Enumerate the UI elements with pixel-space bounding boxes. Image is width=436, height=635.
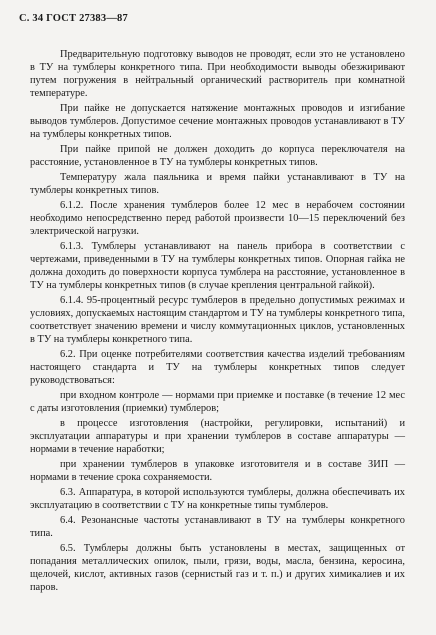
- paragraph: при хранении тумблеров в упаковке изготовителя и в составе ЗИП — нормами в течение срока сохраняемости.: [30, 459, 405, 484]
- paragraph: При пайке припой не должен доходить до корпуса переключателя на расстояние, установленное в ТУ на тумблеры конкретных типов.: [30, 143, 405, 168]
- paragraph: 6.1.4. 95-процентный ресурс тумблеров в предельно допустимых режимах и условиях, допускаемых настоящим стандартом и ТУ на тумблеры конкретного типа, соответствует значению времени и числу коммутационных циклов, установленных в ТУ на тумблеры конкретного типа.: [30, 295, 405, 345]
- paragraph: 6.1.2. После хранения тумблеров более 12 мес в нерабочем состоянии необходимо непосредственно перед работой произвести 10—15 переключений без электрической нагрузки.: [30, 200, 405, 237]
- paragraph: в процессе изготовления (настройки, регулировки, испытаний) и эксплуатации аппаратуры и при хранении тумблеров в составе аппаратуры — нормами в течение наработки;: [30, 418, 405, 455]
- document-body: [30, 49, 405, 597]
- paragraph: 6.3. Аппаратура, в которой используются тумблеры, должна обеспечивать их эксплуатацию в соответствии с ТУ на конкретные типы тумблеров.: [30, 487, 405, 512]
- page-header: С. 34 ГОСТ 27383—87: [19, 13, 128, 24]
- paragraph: При пайке не допускается натяжение монтажных проводов и изгибание выводов тумблеров. Допустимое сечение монтажных проводов устанавливают в ТУ на тумблеры конкретных типов.: [30, 102, 405, 140]
- paragraph: при входном контроле — нормами при приемке и поставке (в течение 12 мес с даты изготовления (приемки) тумблеров;: [30, 390, 405, 414]
- paragraph: Температуру жала паяльника и время пайки устанавливают в ТУ на тумблеры конкретных типов.: [30, 172, 405, 196]
- paragraph: 6.5. Тумблеры должны быть установлены в местах, защищенных от попадания металлических опилок, пыли, грязи, воды, масла, бензина, керосина, щелочей, кислот, активных газов (сернистый газ и т. п.) и других химикалиев и их паров.: [30, 543, 405, 594]
- paragraph: 6.1.3. Тумблеры устанавливают на панель прибора в соответствии с чертежами, приведенными в ТУ на тумблеры конкретных типов. Опорная гайка не должна доходить до поверхности корпуса тумблера на расстояние, установленное в ТУ на тумблеры конкретных типов (в случае крепления центральной гайкой).: [30, 241, 405, 291]
- paragraph: Предварительную подготовку выводов не проводят, если это не установлено в ТУ на тумблеры конкретного типа. При необходимости выводы обезжиривают путем погружения в нейтральный органический растворитель при комнатной температуре.: [30, 49, 405, 99]
- paragraph: 6.2. При оценке потребителями соответствия качества изделий требованиям настоящего стандарта и ТУ на тумблеры конкретных типов следует руководствоваться:: [30, 349, 405, 386]
- paragraph: 6.4. Резонансные частоты устанавливают в ТУ на тумблеры конкретного типа.: [30, 515, 405, 540]
